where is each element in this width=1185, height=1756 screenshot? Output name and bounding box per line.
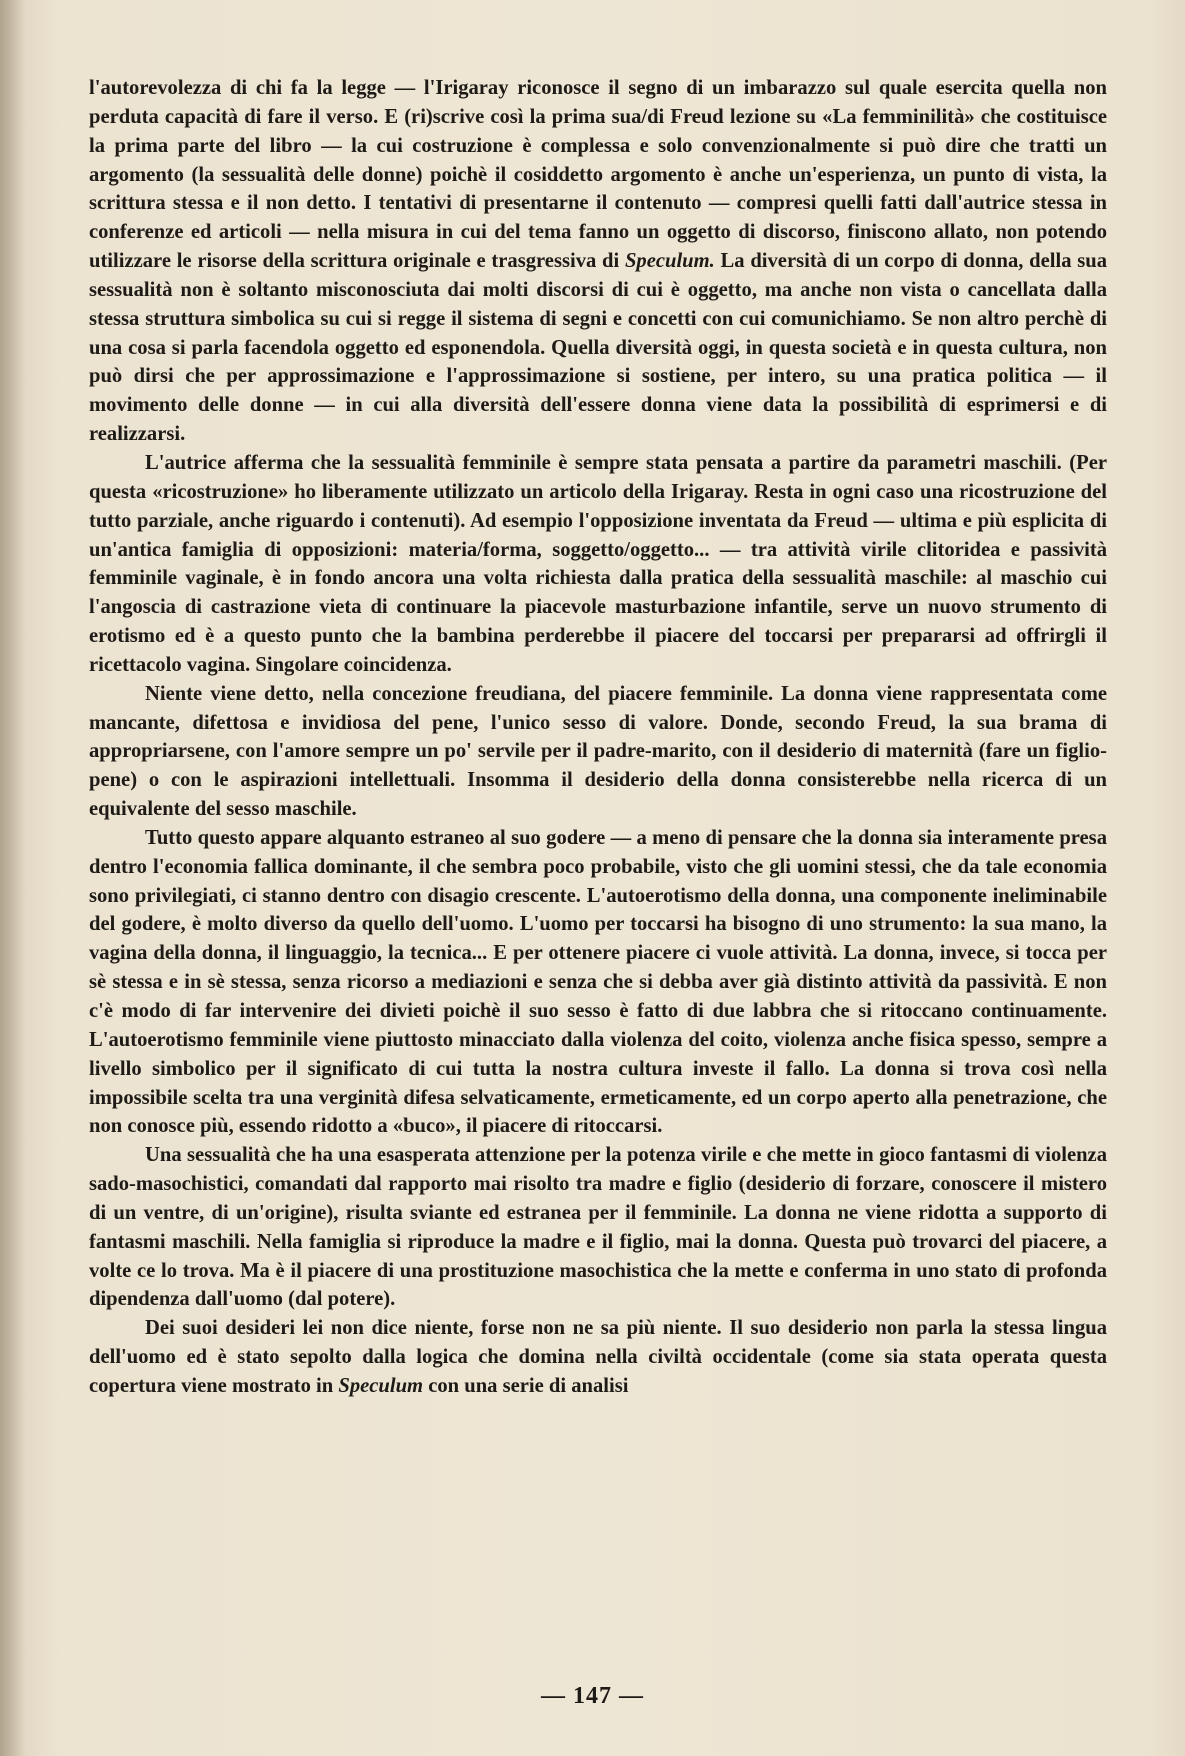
paragraph-1-text-a: l'autorevolezza di chi fa la legge — l'Irigaray riconosce il segno di un imbarazzo sul quale esercita quella non perduta capacità di fare il verso. E (ri)scrive così la prima sua/di Freud lezione su «La femminilità» che costituisce la prima parte del libro — la cui costruzione è complessa e solo convenzionalmente si può dire che tratti un argomento (la sessualità delle donne) poichè il cosiddetto argomento è anche un'esperienza, un punto di vista, la scrittura stessa e il non detto. I tentativi di presentarne il contenuto — compresi quelli fatti dall'autrice stessa in conferenze ed articoli — nella misura in cui del tema fanno un oggetto di discorso, finiscono allato, non potendo utilizzare le risorse della scrittura originale e trasgressiva di [89, 77, 1107, 273]
paragraph-3-text: Niente viene detto, nella concezione freudiana, del piacere femminile. La donna viene rappresentata come mancante, difettosa e invidiosa del pene, l'unico sesso di valore. Donde, secondo Freud, la sua brama di appropriarsene, con l'amore sempre un po' servile per il padre-marito, con il desiderio di maternità (fare un figlio-pene) o con le aspirazioni intellettuali. Insomma il desiderio della donna consisterebbe nella ricerca di un equivalente del sesso maschile. [89, 682, 1107, 821]
book-title-speculum: Speculum. [624, 250, 715, 273]
paragraph-6 [89, 1314, 1107, 1401]
paragraph-2 [89, 449, 1107, 680]
paragraph-5-text: Una sessualità che ha una esasperata attenzione per la potenza virile e che mette in gioco fantasmi di violenza sado-masochistici, comandati dal rapporto mai risolto tra madre e figlio (desiderio di forzare, conoscere il mistero di un ventre, di un'origine), risulta sviante ed estranea per il femminile. La donna ne viene ridotta a supporto di fantasmi maschili. Nella famiglia si riproduce la madre e il figlio, mai la donna. Questa può trovarci del piacere, a volte ce lo trova. Ma è il piacere di una prostituzione masochistica che la mette e conferma in uno stato di profonda dipendenza dall'uomo (dal potere). [89, 1144, 1107, 1311]
paragraph-4 [89, 824, 1107, 1141]
book-title-speculum: Speculum [338, 1374, 424, 1397]
paragraph-3 [89, 680, 1107, 824]
paragraph-6-text-a: Dei suoi desideri lei non dice niente, forse non ne sa più niente. Il suo desiderio non parla la stessa lingua dell'uomo ed è stato sepolto dalla logica che domina nella civiltà occidentale (come sia stata operata questa copertura viene mostrato in [89, 1317, 1107, 1397]
paragraph-1-text-b: La diversità di un corpo di donna, della sua sessualità non è soltanto misconosciuta dai molti discorsi di cui è oggetto, ma anche non vista o cancellata dalla stessa struttura simbolica su cui si regge il sistema di segni e concetti con cui comunichiamo. Se non altro perchè di una cosa si parla facendola oggetto ed esponendola. Quella diversità oggi, in questa società e in questa cultura, non può dirsi che per approssimazione e l'approssimazione si sostiene, per intero, su una pratica politica — il movimento delle donne — in cui alla diversità dell'essere donna viene data la possibilità di esprimersi e di realizzarsi. [89, 250, 1107, 446]
paragraph-6-text-b: con una serie di analisi [423, 1374, 629, 1397]
page-gutter-shadow [0, 0, 26, 1756]
paragraph-4-text: Tutto questo appare alquanto estraneo al suo godere — a meno di pensare che la donna sia interamente presa dentro l'economia fallica dominante, il che sembra poco probabile, visto che gli uomini stessi, che da tale economia sono privilegiati, ci stanno dentro con disagio crescente. L'autoerotismo della donna, una componente ineliminabile del godere, è molto diverso da quello dell'uomo. L'uomo per toccarsi ha bisogno di uno strumento: la sua mano, la vagina della donna, il linguaggio, la tecnica... E per ottenere piacere ci vuole attività. La donna, invece, si tocca per sè stessa e in sè stessa, senza ricorso a mediazioni e senza che si debba aver già distinto attività da passività. E non c'è modo di far intervenire dei divieti poichè il suo sesso è fatto di due labbra che si ritoccano continuamente. L'autoerotismo femminile viene piuttosto minacciato dalla violenza del coito, violenza anche fisica spesso, sempre a livello simbolico per il significato di cui tutta la nostra cultura investe il fallo. La donna si trova così nella impossibile scelta tra una verginità difesa selvaticamente, ermeticamente, ed un corpo aperto alla penetrazione, che non conosce più, essendo ridotto a «buco», il piacere di ritoccarsi. [89, 826, 1107, 1138]
paragraph-1 [89, 74, 1107, 449]
paragraph-5 [89, 1141, 1107, 1314]
page-number: — 147 — [541, 1683, 644, 1709]
body-text [89, 74, 1107, 1401]
paragraph-2-text: L'autrice afferma che la sessualità femminile è sempre stata pensata a partire da parametri maschili. (Per questa «ricostruzione» ho liberamente utilizzato un articolo della Irigaray. Resta in ogni caso una ricostruzione del tutto parziale, anche riguardo i contenuti). Ad esempio l'opposizione inventata da Freud — ultima e più esplicita di un'antica famiglia di opposizioni: materia/forma, soggetto/oggetto... — tra attività virile clitoridea e passività femminile vaginale, è in fondo ancora una volta richiesta dalla pratica della sessualità maschile: al maschio cui l'angoscia di castrazione vieta di continuare la piacevole masturbazione infantile, serve un nuovo strumento di erotismo ed è a questo punto che la bambina perderebbe il piacere del toccarsi per prepararsi ad offrirgli il ricettacolo vagina. Singolare coincidenza. [89, 451, 1107, 676]
